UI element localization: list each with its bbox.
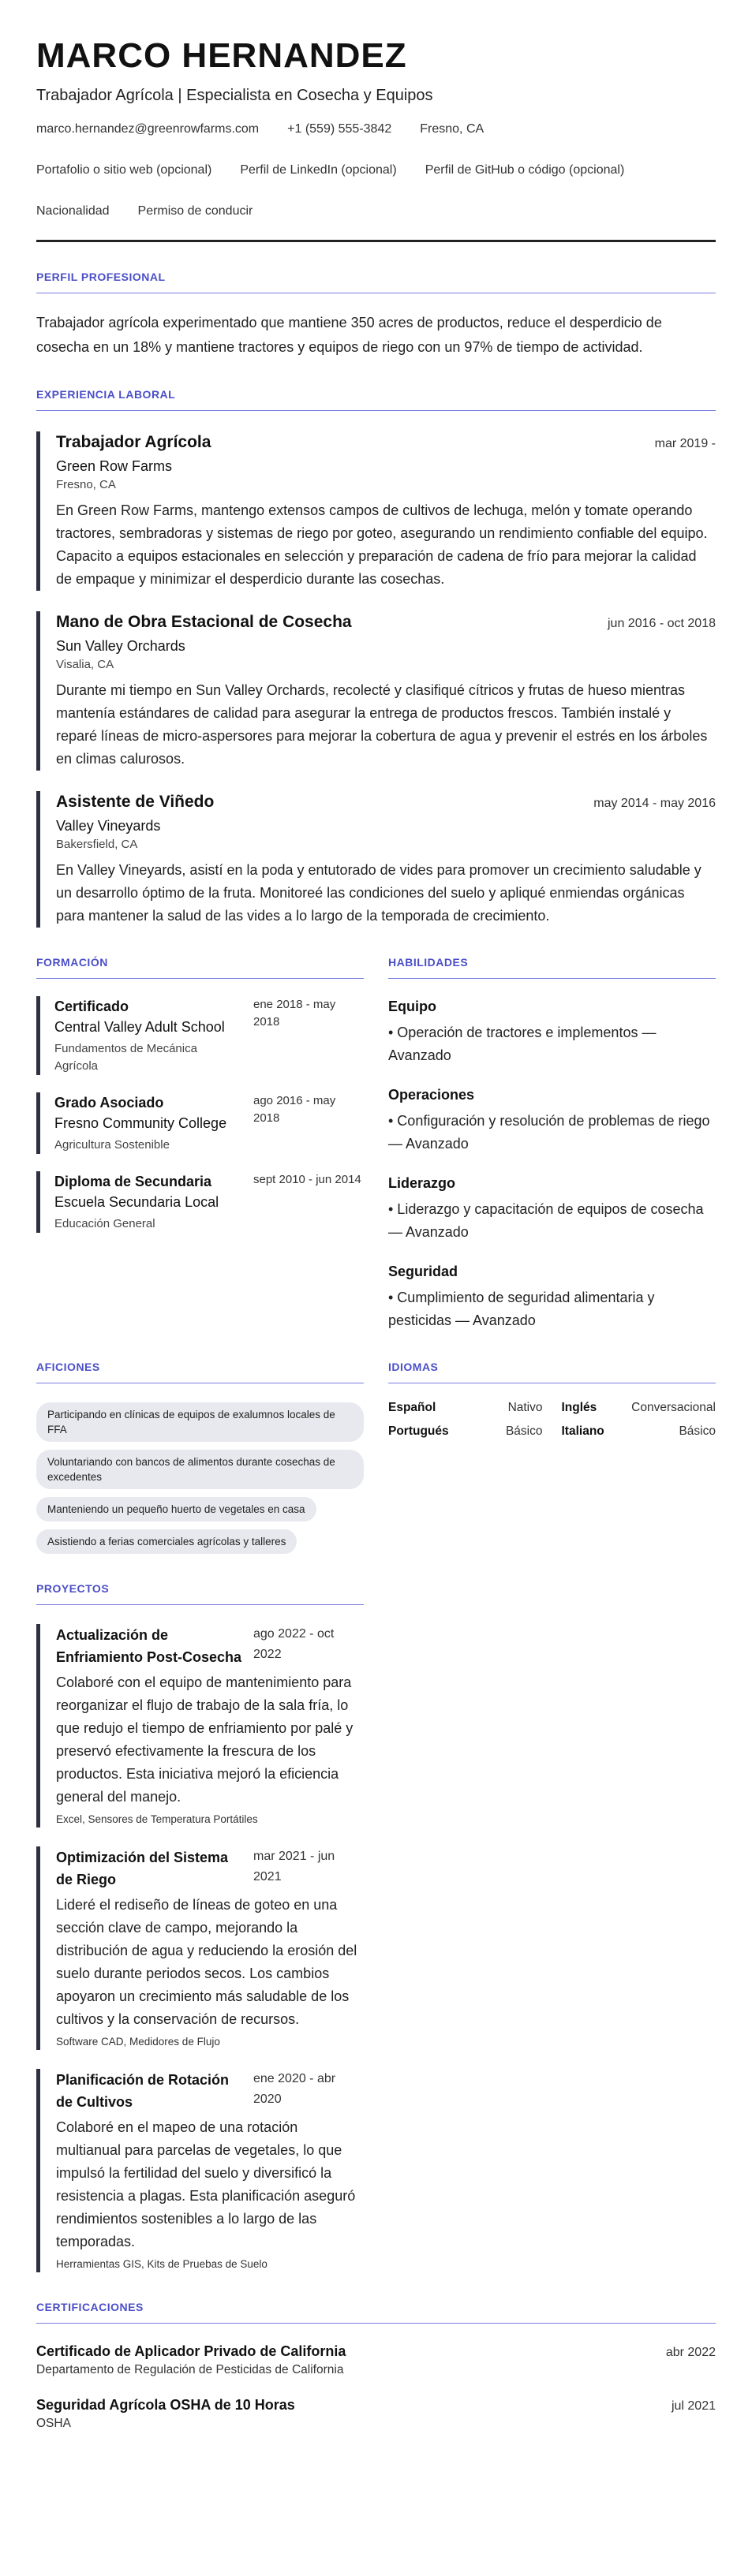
school: Central Valley Adult School	[54, 1019, 225, 1035]
skill-category: Seguridad	[388, 1264, 458, 1279]
experience-entry	[36, 611, 716, 771]
language-name: Italiano	[561, 1424, 604, 1438]
certification-date: abr 2022	[665, 2346, 716, 2359]
job-description: En Green Row Farms, mantengo extensos campos de cultivos de lechuga, melón y tomate operando tractores, sembradoras y sistemas de riego por goteo, asegurando un rendimiento confiable del equipo. Capacito a equipos estacionales en selección y preparación de cadena de frío para mejorar la calidad de empaque y minimizar el desperdicio durante las cosechas.	[56, 502, 708, 587]
language-level: Conversacional	[631, 1401, 716, 1414]
language-name: Español	[388, 1401, 436, 1414]
language-name: Inglés	[561, 1401, 597, 1414]
language-item	[388, 1401, 543, 1415]
resume-header	[36, 36, 716, 242]
job-company: Valley Vineyards	[56, 818, 161, 834]
education-entry	[36, 1092, 364, 1154]
section-title: CERTIFICACIONES	[36, 2301, 716, 2324]
project-description: Lideré el rediseño de líneas de goteo en una sección clave de campo, mejorando la distribución de agua y reduciendo la erosión del suelo durante periodos secos. Los cambios apoyaron un crecimiento más saludable de los cultivos y la conservación de recursos.	[56, 1897, 357, 2027]
certification-entry	[36, 2395, 716, 2431]
language-level: Básico	[505, 1424, 543, 1438]
project-title: Actualización de Enfriamiento Post-Cosecha	[56, 1627, 242, 1665]
education-entry	[36, 1171, 364, 1233]
job-date: may 2014 - may 2016	[593, 797, 716, 810]
header-divider	[36, 240, 716, 242]
project-description: Colaboré con el equipo de mantenimiento para reorganizar el flujo de trabajo de la sala fría, lo que redujo el tiempo de enfriamiento por palé y preservó efectivamente la frescura de los productos. Esta iniciativa mejoró la eficiencia general del manejo.	[56, 1674, 354, 1805]
hobby-tag: Voluntariando con bancos de alimentos durante cosechas de excedentes	[36, 1450, 364, 1489]
experience-section	[36, 388, 716, 928]
contact-driving-license: Permiso de conducir	[137, 204, 253, 218]
education-skills-row	[36, 956, 716, 1332]
project-tools: Herramientas GIS, Kits de Pruebas de Suelo	[56, 2258, 268, 2270]
section-title: PERFIL PROFESIONAL	[36, 271, 716, 293]
field-of-study: Fundamentos de Mecánica Agrícola	[54, 1042, 197, 1073]
project-description: Colaboré en el mapeo de una rotación multianual para parcelas de vegetales, lo que impulsó la fertilidad del suelo y diversificó la resistencia a plagas. Esta planificación aseguró rendimientos sostenibles a lo largo de las temporadas.	[56, 2119, 356, 2249]
section-title: AFICIONES	[36, 1361, 364, 1383]
skills-section	[388, 956, 716, 1332]
field-of-study: Educación General	[54, 1217, 155, 1230]
project-tools: Software CAD, Medidores de Flujo	[56, 2036, 220, 2048]
certification-entry	[36, 2341, 716, 2377]
job-company: Sun Valley Orchards	[56, 638, 185, 654]
section-title: IDIOMAS	[388, 1361, 716, 1383]
contact-portfolio[interactable]: Portafolio o sitio web (opcional)	[36, 163, 212, 177]
job-title: Trabajador Agrícola	[56, 433, 211, 451]
contact-nationality: Nacionalidad	[36, 204, 110, 218]
projects-section	[36, 1582, 364, 2272]
hobby-tag: Manteniendo un pequeño huerto de vegetales en casa	[36, 1497, 316, 1521]
language-name: Portugués	[388, 1424, 449, 1438]
skill-item: • Configuración y resolución de problemas de riego — Avanzado	[388, 1113, 710, 1152]
education-date: ene 2018 - may 2018	[253, 998, 336, 1029]
field-of-study: Agricultura Sostenible	[54, 1138, 170, 1152]
project-title: Planificación de Rotación de Cultivos	[56, 2072, 230, 2110]
skill-item: • Liderazgo y capacitación de equipos de cosecha — Avanzado	[388, 1201, 704, 1240]
education-date: sept 2010 - jun 2014	[253, 1173, 361, 1186]
hobby-tag: Participando en clínicas de equipos de exalumnos locales de FFA	[36, 1402, 364, 1442]
project-date: ago 2022 - oct 2022	[253, 1627, 335, 1661]
certifications-section	[36, 2301, 716, 2431]
hobbies-languages-row	[36, 1361, 716, 1554]
project-tools: Excel, Sensores de Temperatura Portátiles	[56, 1813, 258, 1825]
contact-location: Fresno, CA	[420, 122, 484, 136]
education-section	[36, 956, 364, 1332]
project-date: mar 2021 - jun 2021	[253, 1850, 335, 1883]
education-entry	[36, 996, 364, 1075]
contact-phone[interactable]: +1 (559) 555-3842	[287, 122, 392, 136]
job-date: mar 2019 -	[654, 437, 716, 450]
language-item	[388, 1424, 543, 1439]
contact-info	[36, 121, 716, 219]
skill-item: • Operación de tractores e implementos — Avanzado	[388, 1025, 657, 1063]
certification-name: Seguridad Agrícola OSHA de 10 Horas	[36, 2397, 295, 2413]
project-entry	[36, 2069, 364, 2272]
candidate-name: MARCO HERNANDEZ	[36, 36, 407, 75]
skill-group	[388, 1173, 716, 1244]
section-title: PROYECTOS	[36, 1582, 364, 1605]
skill-group	[388, 996, 716, 1067]
skill-category: Liderazgo	[388, 1175, 456, 1191]
languages-section	[388, 1361, 716, 1554]
contact-linkedin[interactable]: Perfil de LinkedIn (opcional)	[240, 163, 397, 177]
language-level: Nativo	[507, 1401, 543, 1414]
certification-issuer: Departamento de Regulación de Pesticidas de California	[36, 2363, 344, 2376]
degree: Grado Asociado	[54, 1095, 164, 1111]
contact-github[interactable]: Perfil de GitHub o código (opcional)	[425, 163, 625, 177]
skill-item: • Cumplimiento de seguridad alimentaria y pesticidas — Avanzado	[388, 1290, 655, 1328]
degree: Certificado	[54, 999, 129, 1014]
certification-issuer: OSHA	[36, 2417, 71, 2430]
job-location: Visalia, CA	[56, 658, 114, 671]
language-item	[562, 1424, 716, 1439]
language-item	[562, 1401, 716, 1415]
section-title: FORMACIÓN	[36, 956, 364, 979]
language-level: Básico	[679, 1424, 716, 1438]
certification-date: jul 2021	[671, 2399, 716, 2413]
skill-group	[388, 1085, 716, 1155]
skill-group	[388, 1261, 716, 1332]
candidate-headline: Trabajador Agrícola | Especialista en Cosecha y Equipos	[36, 87, 433, 104]
summary-section	[36, 271, 716, 360]
school: Fresno Community College	[54, 1115, 227, 1131]
job-title: Asistente de Viñedo	[56, 793, 215, 811]
certification-name: Certificado de Aplicador Privado de California	[36, 2343, 346, 2359]
job-location: Fresno, CA	[56, 478, 116, 491]
school: Escuela Secundaria Local	[54, 1194, 219, 1210]
hobbies-section	[36, 1361, 364, 1554]
project-title: Optimización del Sistema de Riego	[56, 1850, 229, 1887]
project-entry	[36, 1624, 364, 1827]
experience-entry	[36, 791, 716, 928]
job-description: Durante mi tiempo en Sun Valley Orchards, recolecté y clasifiqué cítricos y frutas de hueso mientras mantenía estándares de calidad para asegurar la entrega de productos frescos. También instalé y reparé líneas de micro-aspersores para mejorar la cobertura de agua y prevenir el estrés en los árboles en climas calurosos.	[56, 682, 708, 767]
project-date: ene 2020 - abr 2020	[253, 2072, 336, 2106]
job-date: jun 2016 - oct 2018	[608, 617, 716, 630]
experience-entry	[36, 431, 716, 591]
section-title: EXPERIENCIA LABORAL	[36, 388, 716, 411]
summary-text: Trabajador agrícola experimentado que mantiene 350 acres de productos, reduce el desperdicio de cosecha en un 18% y mantiene tractores y equipos de riego con un 97% de tiempo de actividad.	[36, 315, 662, 355]
job-company: Green Row Farms	[56, 458, 173, 474]
skill-category: Operaciones	[388, 1087, 475, 1103]
section-title: HABILIDADES	[388, 956, 716, 979]
contact-email[interactable]: marco.hernandez@greenrowfarms.com	[36, 122, 260, 136]
job-location: Bakersfield, CA	[56, 838, 138, 851]
hobby-tag: Asistiendo a ferias comerciales agrícolas y talleres	[36, 1529, 297, 1554]
project-entry	[36, 1846, 364, 2050]
job-description: En Valley Vineyards, asistí en la poda y entutorado de vides para promover un crecimiento saludable y un desarrollo óptimo de la fruta. Monitoreé las condiciones del suelo y apliqué enmiendas orgánicas para mantener la salud de las vides a lo largo de la temporada de crecimiento.	[56, 862, 701, 924]
job-title: Mano de Obra Estacional de Cosecha	[56, 613, 352, 631]
skill-category: Equipo	[388, 999, 436, 1014]
degree: Diploma de Secundaria	[54, 1174, 212, 1189]
education-date: ago 2016 - may 2018	[253, 1094, 336, 1125]
